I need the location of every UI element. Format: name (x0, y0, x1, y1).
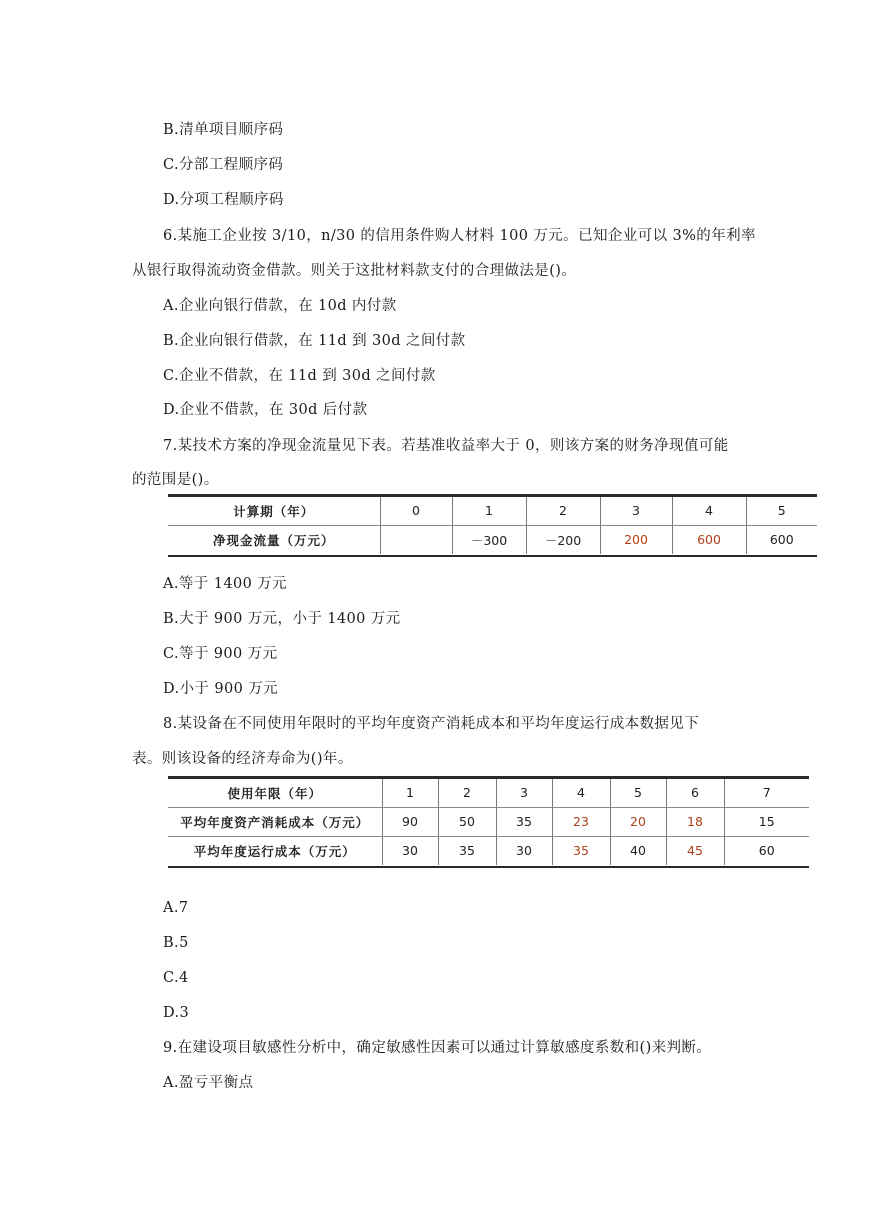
q7-value-1: －300 (452, 525, 526, 554)
q8-header-1: 1 (382, 779, 438, 807)
q6-stem-line2: 从银行取得流动资金借款。则关于这批材料款支付的合理做法是()。 (132, 263, 577, 279)
q7-option-a: A.等于 1400 万元 (163, 576, 287, 592)
q8-header-7: 7 (724, 779, 809, 807)
q8-option-d: D.3 (163, 1005, 190, 1021)
q8-row1-y3: 35 (496, 807, 552, 836)
q7-value-3: 200 (600, 525, 672, 554)
q5-option-c: C.分部工程顺序码 (163, 157, 284, 173)
q6-stem-line1: 6.某施工企业按 3/10，n/30 的信用条件购人材料 100 万元。已知企业可以 3%的年利率 (163, 228, 756, 244)
q5-option-d: D.分项工程顺序码 (163, 192, 284, 208)
q7-header-0: 0 (380, 497, 452, 525)
q8-cost-table (168, 779, 809, 865)
q7-header-2: 2 (526, 497, 600, 525)
q8-row1-y5: 20 (610, 807, 666, 836)
q7-option-c: C.等于 900 万元 (163, 646, 278, 662)
q7-stem-line2: 的范围是()。 (132, 472, 219, 488)
q7-header-3: 3 (600, 497, 672, 525)
q8-table-row-operating-cost (168, 836, 809, 865)
q8-header-2: 2 (438, 779, 496, 807)
q7-table-bottom-rule (168, 555, 817, 557)
q7-row-label: 净现金流量（万元） (168, 525, 380, 554)
q8-header-5: 5 (610, 779, 666, 807)
q6-option-d: D.企业不借款，在 30d 后付款 (163, 402, 368, 418)
q6-option-b: B.企业向银行借款，在 11d 到 30d 之间付款 (163, 333, 466, 349)
q8-header-years: 使用年限（年） (168, 779, 382, 807)
q7-table-data-row (168, 525, 817, 554)
q7-table-header-row (168, 497, 817, 525)
q8-row2-y1: 30 (382, 836, 438, 865)
q7-header-period: 计算期（年） (168, 497, 380, 525)
q8-row2-y3: 30 (496, 836, 552, 865)
q8-row2-y5: 40 (610, 836, 666, 865)
q8-header-6: 6 (666, 779, 724, 807)
q8-option-b: B.5 (163, 935, 189, 951)
q9-stem-line1: 9.在建设项目敏感性分析中，确定敏感性因素可以通过计算敏感度系数和()来判断。 (163, 1040, 712, 1056)
q7-value-5: 600 (746, 525, 817, 554)
q8-row2-y7: 60 (724, 836, 809, 865)
q8-row1-y2: 50 (438, 807, 496, 836)
q7-header-1: 1 (452, 497, 526, 525)
q7-header-4: 4 (672, 497, 746, 525)
q7-stem-line1: 7.某技术方案的净现金流量见下表。若基准收益率大于 0，则该方案的财务净现值可能 (163, 438, 729, 454)
q5-option-b: B.清单项目顺序码 (163, 122, 284, 138)
q8-row2-label: 平均年度运行成本（万元） (168, 836, 382, 865)
q9-option-a: A.盈亏平衡点 (163, 1075, 254, 1091)
q8-stem-line2: 表。则该设备的经济寿命为()年。 (132, 751, 353, 767)
q8-row1-y6: 18 (666, 807, 724, 836)
q8-stem-line1: 8.某设备在不同使用年限时的平均年度资产消耗成本和平均年度运行成本数据见下 (163, 716, 700, 732)
q8-table-header-row (168, 779, 809, 807)
q7-option-b: B.大于 900 万元，小于 1400 万元 (163, 611, 401, 627)
q8-option-c: C.4 (163, 970, 189, 986)
q7-value-0 (380, 525, 452, 554)
q7-header-5: 5 (746, 497, 817, 525)
q8-row2-y2: 35 (438, 836, 496, 865)
q6-option-a: A.企业向银行借款，在 10d 内付款 (163, 298, 397, 314)
q8-row2-y6: 45 (666, 836, 724, 865)
q7-value-4: 600 (672, 525, 746, 554)
q8-row1-y7: 15 (724, 807, 809, 836)
q7-cash-flow-table (168, 497, 817, 554)
q8-header-4: 4 (552, 779, 610, 807)
q7-option-d: D.小于 900 万元 (163, 681, 279, 697)
q8-header-3: 3 (496, 779, 552, 807)
q8-row1-y1: 90 (382, 807, 438, 836)
q8-option-a: A.7 (163, 900, 189, 916)
q8-table-bottom-rule (168, 866, 809, 868)
q6-option-c: C.企业不借款，在 11d 到 30d 之间付款 (163, 368, 436, 384)
q8-row2-y4: 35 (552, 836, 610, 865)
q8-table-row-asset-cost (168, 807, 809, 836)
q7-value-2: －200 (526, 525, 600, 554)
q8-row1-label: 平均年度资产消耗成本（万元） (168, 807, 382, 836)
q8-row1-y4: 23 (552, 807, 610, 836)
